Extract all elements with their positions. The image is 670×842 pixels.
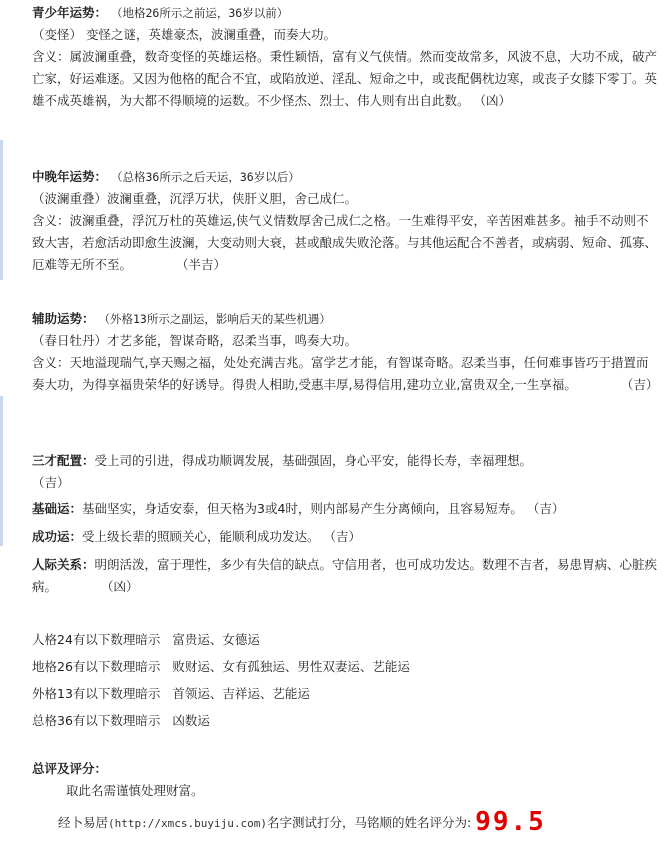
success-verdict: （吉） <box>323 529 362 544</box>
relations-heading: 人际关系： <box>32 557 95 572</box>
hint-label: 总格36有以下数理暗示 <box>32 713 161 728</box>
aux-tag: （春日牡丹） <box>32 333 108 348</box>
relations-text: 明朗活泼，富于理性，多少有失信的缺点。守信用者，也可成功发达。数理不吉者，易患胃病、心脏疾病。 <box>32 557 658 594</box>
youth-note: （地格26所示之前运，36岁以前） <box>111 6 289 20</box>
base-section <box>32 498 660 520</box>
sancai-heading: 三才配置： <box>32 453 95 468</box>
youth-meaning: 含义：属波澜重叠，数奇变怪的英雄运格。秉性颖悟，富有义气侠情。然而变故常多，风波不息，大功不成，破产亡家，好运难逐。又因为他格的配合不宜，或陷放逆、淫乱、短命之中，或丧配偶枕边寒，或丧子女膝下零丁。英雄不成英雄祸，为大都不得顺境的运数。不少怪杰、烈士、伟人则有出自此数。 <box>32 49 658 108</box>
sancai-text: 受上司的引进，得成功顺调发展，基础强固，身心平安，能得长寿，幸福理想。 <box>94 453 533 468</box>
name-score: 99.5 <box>475 807 546 837</box>
hint-label: 人格24有以下数理暗示 <box>32 632 161 647</box>
aux-heading: 辅助运势： <box>32 311 95 326</box>
summary-section <box>32 758 660 836</box>
late-verdict: （半吉） <box>176 257 227 272</box>
sancai-verdict: （吉） <box>32 475 70 490</box>
left-edge-bar <box>0 396 3 546</box>
aux-note: （外格13所示之副运，影响后天的某些机遇） <box>98 312 331 326</box>
youth-tag: （变怪） <box>32 27 83 42</box>
late-tag: （波澜重叠） <box>32 191 108 206</box>
youth-section <box>32 2 660 112</box>
hint-row <box>32 653 660 680</box>
hint-label: 地格26有以下数理暗示 <box>32 659 161 674</box>
hint-row <box>32 707 660 734</box>
hint-value: 富贵运、女德运 <box>172 632 260 647</box>
hint-row <box>32 626 660 653</box>
youth-summary: 变怪之谜，英雄豪杰，波澜重叠，而奏大功。 <box>86 27 337 42</box>
success-section <box>32 526 660 548</box>
sancai-section <box>32 450 660 494</box>
late-note: （总格36所示之后天运，36岁以后） <box>111 170 300 184</box>
aux-meaning: 含义：天地溢现瑞气,享天赐之福，处处充满吉兆。富学艺才能，有智谋奇略。忍柔当事，任何难事皆巧于措置而奏大功，为得享福贵荣华的好诱导。得贵人相助,受惠丰厚,易得信用,建功立业,富贵双全,一生享福。 <box>32 355 649 392</box>
base-text: 基础坚实，身适安泰，但天格为3或4时，则内部易产生分离倾向，且容易短寿。 <box>82 501 523 516</box>
success-text: 受上级长辈的照顾关心，能顺利成功发达。 <box>82 529 320 544</box>
aux-verdict: （吉） <box>620 377 659 392</box>
youth-verdict: （凶） <box>473 93 512 108</box>
success-heading: 成功运： <box>32 529 83 544</box>
hints-list <box>32 626 660 734</box>
youth-heading: 青少年运势： <box>32 5 108 20</box>
aux-summary: 才艺多能，智谋奇略，忍柔当事，鸣奏大功。 <box>107 333 358 348</box>
relations-section <box>32 554 660 598</box>
late-meaning: 含义：波澜重叠，浮沉万杜的英雄运,侠气义情数厚舍己成仁之格。一生难得平安，辛苦困难甚多。袖手不动则不致大害，若愈活动即愈生波澜，大变动则大衰，甚或酿成失败沦落。与其他运配合不善者，或病弱、短命、孤寡、厄难等无所不至。 <box>32 213 658 272</box>
summary-advice: 取此名需谨慎处理财富。 <box>66 783 204 798</box>
hint-value: 凶数运 <box>172 713 210 728</box>
site-prefix: 经卜易居 <box>58 815 109 830</box>
late-heading: 中晚年运势： <box>32 169 108 184</box>
left-edge-bar <box>0 140 3 280</box>
late-section <box>32 166 660 276</box>
site-suffix: 名字测试打分，马铭顺的姓名评分为: <box>266 815 472 830</box>
base-verdict: （吉） <box>526 501 565 516</box>
hint-label: 外格13有以下数理暗示 <box>32 686 161 701</box>
hint-value: 首领运、吉祥运、艺能运 <box>172 686 310 701</box>
late-summary: 波澜重叠，沉浮万状，侠肝义胆，舍己成仁。 <box>107 191 358 206</box>
site-url: (http://xmcs.buyiju.com) <box>108 817 267 830</box>
hint-value: 败财运、女有孤独运、男性双妻运、艺能运 <box>172 659 410 674</box>
aux-section <box>32 308 660 396</box>
hint-row <box>32 680 660 707</box>
summary-heading: 总评及评分： <box>32 761 108 776</box>
relations-verdict: （凶） <box>101 579 139 594</box>
base-heading: 基础运： <box>32 501 83 516</box>
